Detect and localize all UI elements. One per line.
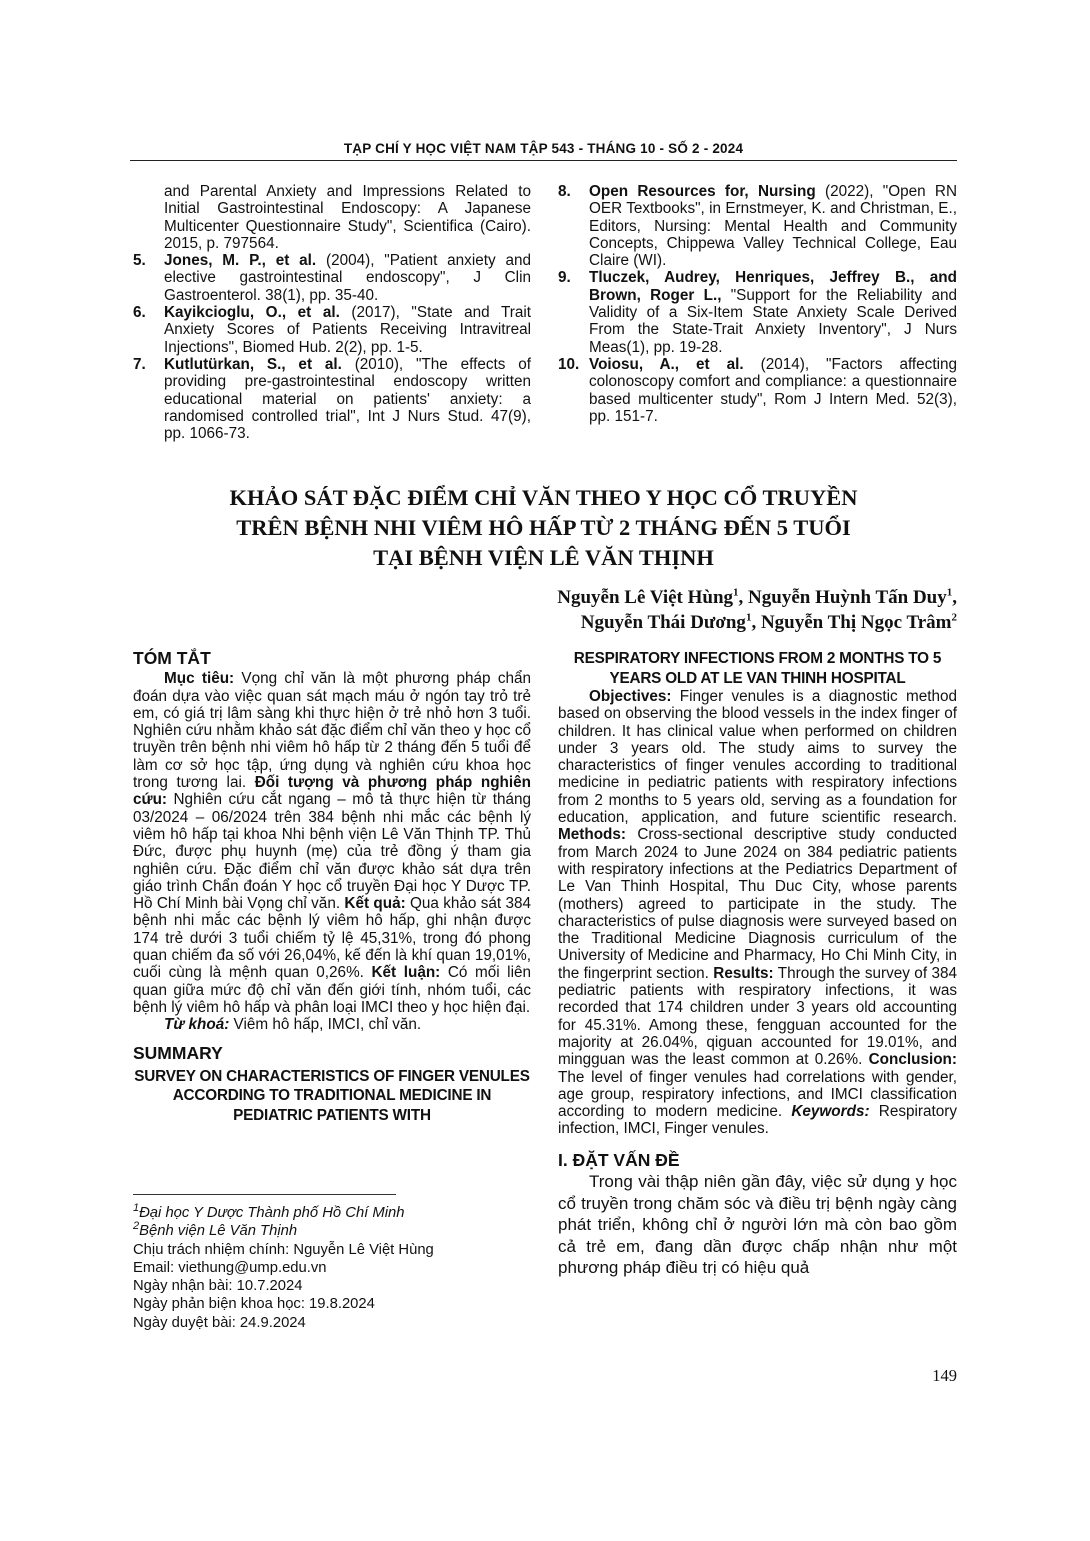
author-name: Nguyễn Lê Việt Hùng (557, 587, 734, 608)
methods-en-text: Cross-sectional descriptive study conducted from March 2024 to June 2024 on 384 pediatric patients with respiratory infections at the Pediatrics Department of Le Van Thinh Hospital, Thu Duc City, whose parents (mothers) agreed to participate in the study. The characteristics of pulse diagnosis were surveyed based on the Traditional Medicine Diagnosis curriculum of the University of Medicine and Pharmacy, Ho Chi Minh City, in the fingerprint section. (558, 826, 957, 982)
keywords-text: Viêm hô hấp, IMCI, chỉ văn. (229, 1016, 422, 1034)
label-objectives: Objectives: (589, 688, 672, 705)
keywords-vi (133, 1016, 531, 1033)
title-line: KHẢO SÁT ĐẶC ĐIỂM CHỈ VĂN THEO Y HỌC CỔ TRUYỀN (229, 485, 858, 510)
abstract-column-right (558, 649, 957, 1279)
reference-text: (2017), "State and Trait Anxiety Scores of Patients Receiving Intravitreal Injections", Biomed Hub. 2(2), pp. 1-5. (164, 304, 531, 356)
reference-text: and Parental Anxiety and Impressions Related to Initial Gastrointestinal Endoscopy: A Japanese Multicenter Questionnaire Study", Scientifica (Cairo). 2015, p. 797564. (164, 183, 531, 252)
author-list: Nguyễn Lê Việt Hùng$^1$, Nguyễn Huỳnh Tấn Duy$^1$, Nguyễn Thái Dương$^1$, Nguyễn Thị Ngọc Trâm$^2$ (557, 586, 957, 633)
keywords-label: Từ khoá: (164, 1016, 230, 1034)
reference-text: (2004), "Patient anxiety and elective gastrointestinal endoscopy", J Clin Gastroenterol. 38(1), pp. 35-40. (164, 252, 531, 304)
affiliation-text: Bệnh viện Lê Văn Thịnh (139, 1223, 298, 1240)
reference-number: 7. (133, 355, 146, 373)
footnote-rule (133, 1194, 396, 1195)
affiliation-marker: 1 (733, 586, 739, 599)
corresponding-author: Chịu trách nhiệm chính: Nguyễn Lê Việt Hùng (133, 1241, 434, 1258)
reference-authors: Kutlutürkan, S., et al. (164, 355, 342, 373)
abstract-vi-text (133, 670, 531, 1016)
summary-title-part1: SURVEY ON CHARACTERISTICS OF FINGER VENULES ACCORDING TO TRADITIONAL MEDICINE IN PEDIATRIC PATIENTS WITH (134, 1067, 530, 1124)
keywords-en-label: Keywords: (791, 1103, 870, 1121)
abstract-column-left (133, 650, 531, 1125)
affiliation-marker: 1 (133, 1202, 140, 1215)
header-rule (130, 160, 957, 161)
affiliation-2 (133, 1222, 531, 1240)
methods-text: Nghiên cứu cắt ngang – mô tả thực hiện từ tháng 03/2024 – 06/2024 trên 384 bệnh nhi mắc các bệnh lý viêm hô hấp tại khoa Nhi bệnh viện Lê Văn Thịnh TP. Thủ Đức, được phụ huynh (mẹ) của trẻ đồng ý tham gia nghiên cứu. Đặc điểm chỉ văn được khảo sát dựa trên giáo trình Chẩn đoán Y học cổ truyền Đại học Y Dược TP. Hồ Chí Minh bài Vọng chỉ văn. (133, 791, 531, 913)
reference-text: (2022), "Open RN OER Textbooks", in Ernstmeyer, K. and Christman, E., Editors, Nursing: Mental Health and Community Concepts, Chippewa Valley Technical College, Eau Claire (WI). (589, 183, 957, 270)
label-conclusion: Kết luận: (371, 964, 441, 982)
label-methods: Đối tượng và phương pháp nghiên cứu: (133, 774, 531, 809)
abstract-en-text (558, 688, 957, 1138)
affiliation-marker: 2 (951, 611, 957, 624)
reference-item (558, 183, 957, 269)
reference-number: 6. (133, 304, 146, 322)
abstract-heading: TÓM TẮT (133, 648, 211, 668)
title-line: TRÊN BỆNH NHI VIÊM HÔ HẤP TỪ 2 THÁNG ĐẾN 5 TUỔI (236, 515, 851, 540)
reference-authors: Kayikcioglu, O., et al. (164, 304, 340, 322)
results-text: Qua khảo sát 384 bệnh nhi mắc các bệnh lý viêm hô hấp, ghi nhận được 174 trẻ dưới 3 tuổi chiếm tỷ lệ 45,31%, trong đó phong quan chiếm đa số với 26,04%, kế đến là khí quan 19,01%, cuối cùng là mệnh quan 0,26%. (133, 895, 531, 982)
affiliation-marker: 2 (133, 1220, 140, 1233)
footnotes (133, 1204, 531, 1332)
reference-item (558, 269, 957, 355)
title-line: TẠI BỆNH VIỆN LÊ VĂN THỊNH (373, 545, 714, 570)
objective-text: Vọng chỉ văn là một phương pháp chẩn đoán dựa vào việc quan sát mạch máu ở ngón tay trỏ trẻ em, có giá trị lâm sàng khi thực hiện ở trẻ nhỏ hơn 3 tuổi. Nghiên cứu nhằm khảo sát đặc điểm chỉ văn theo y học cổ truyền trên bệnh nhi viêm hô hấp từ 2 tháng đến 5 tuổi để làm cơ sở học tập, ứng dụng và nghiên cứu khoa học trong tương lai. (133, 670, 531, 792)
label-objective: Mục tiêu: (164, 670, 235, 688)
reference-authors: Jones, M. P., et al. (164, 252, 317, 270)
label-results-en: Results: (713, 964, 774, 982)
reference-number: 10. (558, 355, 580, 373)
received-date: Ngày nhận bài: 10.7.2024 (133, 1278, 303, 1295)
reference-item (133, 356, 531, 442)
reference-item (133, 252, 531, 304)
affiliation-marker: 1 (745, 611, 752, 624)
reference-number: 5. (133, 252, 146, 270)
affiliation-marker: 1 (946, 586, 953, 599)
reference-number: 9. (558, 269, 571, 287)
reference-text: (2010), "The effects of providing pre-gastrointestinal endoscopy written educational material on patients' anxiety: a randomised controlled trial", Int J Nurs Stud. 47(9), pp. 1066-73. (164, 355, 531, 443)
affiliation-text: Đại học Y Dược Thành phố Hồ Chí Minh (139, 1205, 405, 1221)
summary-title-part2: RESPIRATORY INFECTIONS FROM 2 MONTHS TO 5 YEARS OLD AT LE VAN THINH HOSPITAL (573, 650, 942, 687)
introduction-text: Trong vài thập niên gần đây, việc sử dụng y học cổ truyền trong chăm sóc và điều trị bệnh ngày càng phát triển, không chỉ ở người lớn mà còn bao gồm cả trẻ em, đang dần được chấp nhận như một phương pháp điều trị có hiệu quả (558, 1172, 957, 1278)
reference-item (558, 356, 957, 425)
email: Email: viethung@ump.edu.vn (133, 1259, 327, 1276)
keywords-en-text: Respiratory infection, IMCI, Finger venules. (558, 1103, 957, 1138)
references-left (133, 183, 531, 442)
reference-text: (2014), "Factors affecting colonoscopy comfort and compliance: a questionnaire based multicenter study", Rom J Intern Med. 52(3), pp. 151-7. (589, 355, 957, 425)
summary-heading: SUMMARY (133, 1042, 223, 1063)
reference-text: "Support for the Reliability and Validity of a Six-Item State Anxiety Scale Derived From the State-Trait Anxiety Inventory", J Nurs Meas(1), pp. 19-28. (589, 286, 957, 356)
reference-authors: Open Resources for, Nursing (589, 183, 816, 200)
results-en-text: Through the survey of 384 pediatric patients with respiratory infections, it was recorded that 174 children under 3 years old accounting for 45.31%. Among these, fengguan accounted for the majority at 26.04%, qiguan accounted for 19.01%, and mingguan was the least common at 0.26%. (558, 964, 958, 1069)
article-title (130, 483, 957, 573)
conclusion-en-text: The level of finger venules had correlations with gender, age group, respiratory infections, and IMCI classification according to modern medicine. (558, 1068, 957, 1121)
affiliation-1 (133, 1204, 531, 1222)
page-number: 149 (932, 1366, 957, 1385)
reference-item (133, 183, 531, 252)
author-name: Nguyễn Huỳnh Tấn Duy (748, 587, 947, 608)
accepted-date: Ngày duyệt bài: 24.9.2024 (133, 1314, 306, 1331)
label-methods-en: Methods: (558, 826, 626, 844)
reference-number: 8. (558, 183, 571, 200)
reference-item (133, 304, 531, 356)
conclusion-text: Có mối liên quan giữa mức độ chỉ văn đến giới tính, nhóm tuổi, các bệnh lý viêm hô hấp và phân loại IMCI theo y học hiện đại. (133, 964, 531, 1016)
section-heading-introduction: I. ĐẶT VẤN ĐỀ (558, 1149, 680, 1170)
label-conclusion-en: Conclusion: (868, 1051, 957, 1069)
running-header: TẠP CHÍ Y HỌC VIỆT NAM TẬP 543 - THÁNG 10 - SỐ 2 - 2024 (343, 141, 744, 156)
reference-authors: Tluczek, Audrey, Henriques, Jeffrey B., and Brown, Roger L., (589, 269, 957, 304)
author-name: Nguyễn Thị Ngọc Trâm (760, 612, 952, 633)
label-results: Kết quả: (344, 895, 406, 913)
references-right (558, 183, 957, 425)
reference-authors: Voiosu, A., et al. (589, 355, 744, 373)
objectives-text: Finger venules is a diagnostic method based on observing the blood vessels in the index finger of children. It has clinical value when performed on children under 3 years old. The study aims to survey the characteristics of finger venules according to traditional medicine in pediatric patients with respiratory infections from 2 months to 5 years old, serving as a foundation for education, application, and future scientific research. (558, 688, 957, 827)
author-name: Nguyễn Thái Dương (580, 612, 746, 633)
reviewed-date: Ngày phản biện khoa học: 19.8.2024 (133, 1296, 375, 1313)
